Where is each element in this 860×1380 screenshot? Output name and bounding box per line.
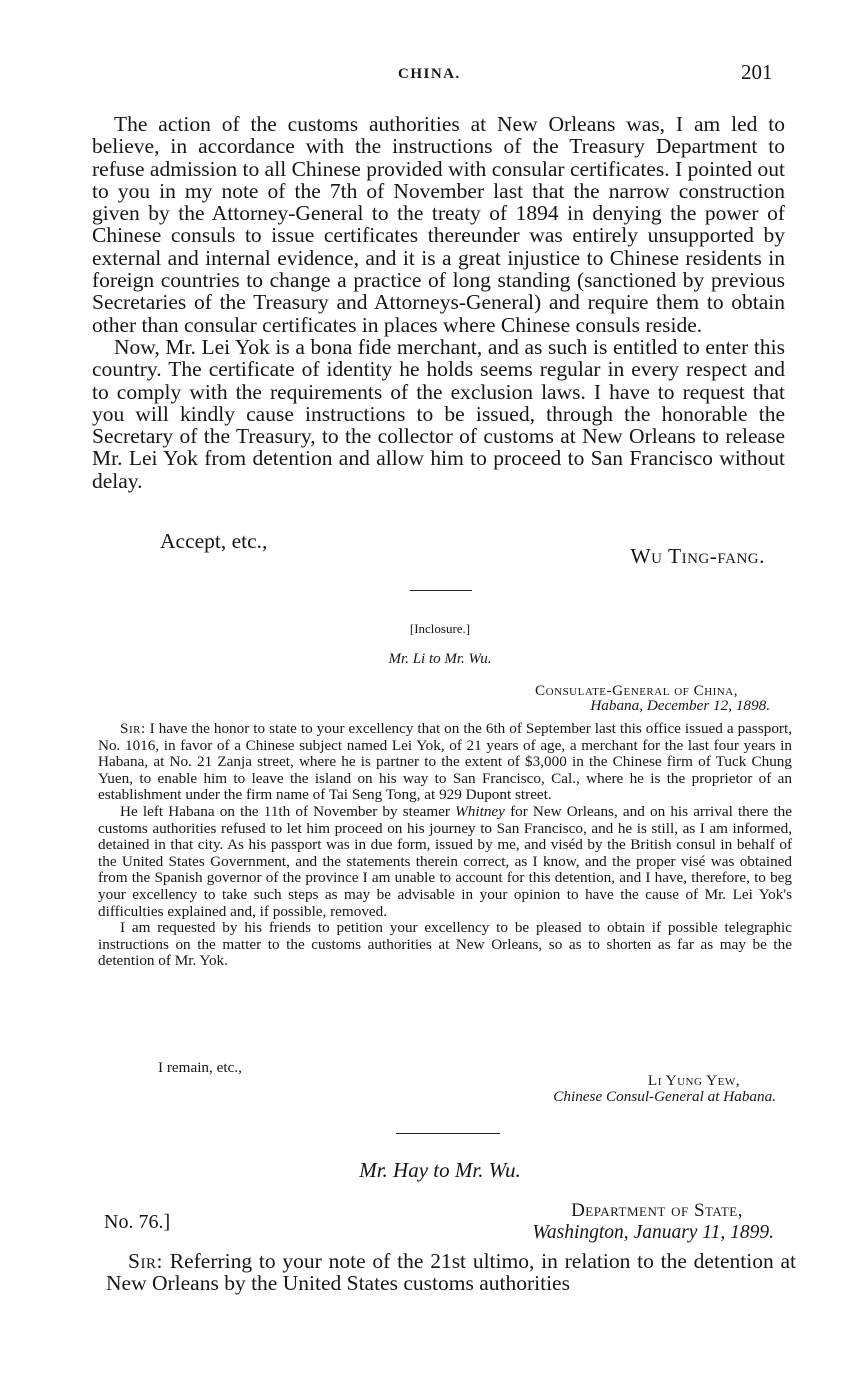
inclosure-paragraph xyxy=(98,804,792,920)
inclosure-address: Consulate-General of China, xyxy=(535,682,738,699)
letter-two-paragraph-text: Referring to your note of the 21st ultimo, in relation to the detention at New Orleans by the United States customs authorities xyxy=(106,1249,796,1296)
letter-two-body xyxy=(106,1250,796,1295)
letter-one-closing: Accept, etc., xyxy=(160,529,268,553)
letter-one-paragraph: Now, Mr. Lei Yok is a bona fide merchant, and as such is entitled to enter this country. The certificate of identity he holds seems regular in every respect and to comply with the requirements of the exclusion laws. I have to request that you will kindly cause instructions to be issued, through the honorable the Secretary of the Treasury, to the collector of customs at New Orleans to release Mr. Lei Yok from detention and allow him to proceed to San Francisco without delay. xyxy=(92,334,785,493)
inclosure-signature-title: Chinese Consul-General at Habana. xyxy=(553,1088,776,1105)
inclosure-paragraph-text: for New Orleans, and on his arrival there the customs authorities refused to let him proceed on his journey to San Francisco, and he is still, as I am informed, detained in that city. As his passport was in due form, issued by me, and viséd by the British consul in behalf of the United States Government, and the statements therein correct, as I know, and the proper visé was obtained from the Spanish governor of the province I am unable to account for this detention, and I have, therefore, to beg your excellency to take such steps as may be advisable in your opinion to have the cause of Mr. Lei Yok's difficulties explained and, if possible, removed. xyxy=(98,802,793,920)
section-divider xyxy=(396,1133,500,1134)
letter-two-date: Washington, January 11, 1899. xyxy=(532,1222,774,1243)
inclosure-label: [Inclosure.] xyxy=(409,621,471,636)
page-number: 201 xyxy=(741,60,773,84)
letter-one-paragraph: The action of the customs authorities at New Orleans was, I am led to believe, in accordance with the instructions of the Treasury Department to refuse admission to all Chinese provided with consular certificates. I pointed out to you in my note of the 7th of November last that the narrow construction given by the Attorney-General to the treaty of 1894 in denying the power of Chinese consuls to issue certificates thereunder was entirely unsupported by external and internal evidence, and it is a great injustice to Chinese residents in foreign countries to change a practice of long standing (sanctioned by previous Secretaries of the Treasury and Attorneys-General) and require them to obtain other than consular certificates in places where Chinese consuls reside. xyxy=(92,112,785,337)
letter-two-paragraph xyxy=(106,1250,796,1295)
inclosure-body xyxy=(98,721,792,970)
section-divider xyxy=(410,590,472,591)
inclosure-paragraph: I am requested by his friends to petition your excellency to be pleased to obtain if possible telegraphic instructions on the matter to the customs authorities at New Orleans, so as to shorten as far as may be the detention of Mr. Yok. xyxy=(98,919,792,970)
inclosure-date: Habana, December 12, 1898. xyxy=(590,697,770,714)
letter-two-heading: Mr. Hay to Mr. Wu. xyxy=(359,1158,521,1182)
letter-one-signature: Wu Ting-fang. xyxy=(630,544,765,568)
letter-two-address: Department of State, xyxy=(571,1200,743,1221)
steamer-name: Whitney xyxy=(455,802,505,820)
running-head xyxy=(0,60,860,90)
inclosure-salutation: Sir: xyxy=(120,720,146,737)
running-head-title: CHINA. xyxy=(398,66,461,82)
inclosure-paragraph xyxy=(98,721,792,804)
inclosure-paragraph-text: He left Habana on the 11th of November by steamer xyxy=(120,802,450,820)
letter-two-salutation: Sir: xyxy=(128,1249,163,1273)
inclosure-paragraph-text: I have the honor to state to your excellency that on the 6th of September last this office issued a passport, No. 1016, in favor of a Chinese subject named Lei Yok, of 21 years of age, a merchant for the last four years in Habana, at No. 21 Zanja street, where he is partner to the extent of $3,000 in the Chinese firm of Tuck Chung Yuen, to enable him to leave the island on his way to San Francisco, Cal., where he is the proprietor of an establishment under the firm name of Tai Seng Tong, at 929 Dupont street. xyxy=(98,720,792,804)
letter-one-body xyxy=(92,113,785,492)
inclosure-heading: Mr. Li to Mr. Wu. xyxy=(388,651,492,667)
inclosure-closing: I remain, etc., xyxy=(158,1059,242,1076)
letter-two-number: No. 76.] xyxy=(104,1211,171,1233)
inclosure-signature: Li Yung Yew, xyxy=(647,1072,740,1089)
